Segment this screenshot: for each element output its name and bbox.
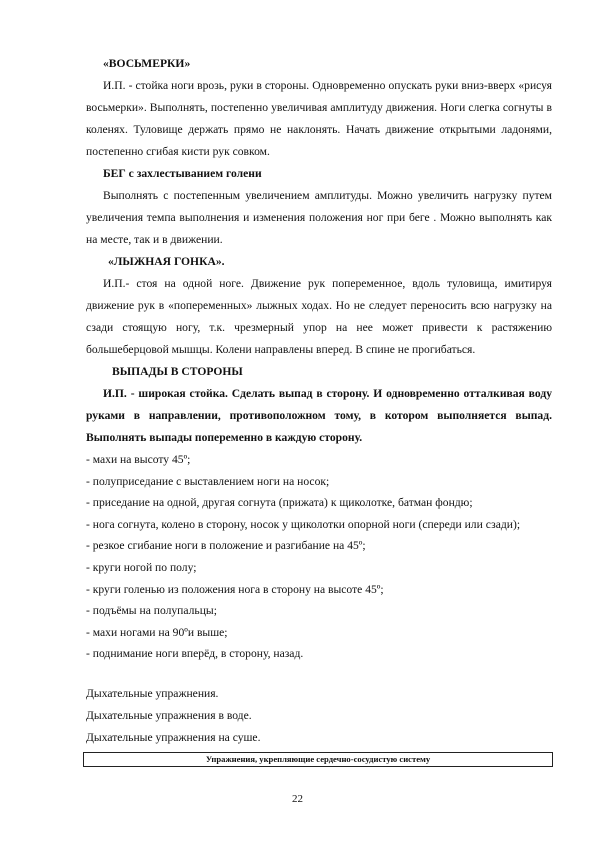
section-title-vypady: ВЫПАДЫ В СТОРОНЫ bbox=[112, 365, 243, 378]
list-item: - круги голенью из положения нога в сторону на высоте 45º; bbox=[86, 582, 384, 596]
breathing-line: Дыхательные упражнения. bbox=[86, 686, 219, 700]
spacer bbox=[86, 665, 552, 683]
list-item: - приседание на одной, другая согнута (прижата) к щиколотке, батман фондю; bbox=[86, 496, 473, 510]
breathing-line: Дыхательные упражнения на суше. bbox=[86, 730, 261, 744]
section-text-vypady: И.П. - широкая стойка. Сделать выпад в сторону. И одновременно отталкивая воду руками в направлении, противоположном тому, в котором выполняется выпад. Выполнять выпады попеременно в каждую сторону. bbox=[86, 387, 552, 444]
list-item: - нога согнута, колено в сторону, носок у щиколотки опорной ноги (спереди или сзади); bbox=[86, 517, 521, 531]
list-item: - махи на высоту 45º; bbox=[86, 453, 191, 466]
section-title-beg: БЕГ с захлестыванием голени bbox=[103, 167, 262, 180]
section-text-beg: Выполнять с постепенным увеличением амплитуды. Можно увеличить нагрузку путем увеличения темпа выполнения и изменения положения ног при беге . Можно выполнять как на месте, так и в движении. bbox=[86, 189, 552, 246]
list-item: - полуприседание с выставлением ноги на носок; bbox=[86, 474, 330, 488]
list-item: - поднимание ноги вперёд, в сторону, назад. bbox=[86, 647, 304, 661]
list-item: - махи ногами на 90ºи выше; bbox=[86, 625, 228, 639]
exercise-list bbox=[86, 449, 552, 665]
breathing-line: Дыхательные упражнения в воде. bbox=[86, 708, 252, 722]
list-item: - подъёмы на полупальцы; bbox=[86, 604, 217, 618]
section-box-label: Упражнения, укрепляющие сердечно-сосудистую систему bbox=[83, 752, 553, 767]
section-title-gonka: «ЛЫЖНАЯ ГОНКА». bbox=[108, 255, 225, 268]
page-number: 22 bbox=[292, 793, 303, 805]
section-text-gonka: И.П.- стоя на одной ноге. Движение рук попеременное, вдоль туловища, имитируя движение рук в «попеременных» лыжных ходах. Но не следует переносить всю нагрузку на сзади стоящую ногу, т.к. чрезмерный упор на нее может привести к растяжению большеберцовой мышцы. Колени направлены вперед. В спине не прогибаться. bbox=[86, 277, 552, 356]
page-content bbox=[86, 53, 552, 749]
section-title-vosmerki: «ВОСЬМЕРКИ» bbox=[103, 57, 191, 70]
list-item: - круги ногой по полу; bbox=[86, 560, 197, 574]
list-item: - резкое сгибание ноги в положение и разгибание на 45º; bbox=[86, 539, 366, 553]
section-text-vosmerki: И.П. - стойка ноги врозь, руки в стороны. Одновременно опускать руки вниз-вверх «рисуя восьмерки». Выполнять, постепенно увеличивая амплитуду движения. Ноги слегка согнуты в коленях. Туловище держать прямо не наклонять. Начать движение открытыми ладонями, постепенно сгибая кисти рук совком. bbox=[86, 79, 552, 158]
